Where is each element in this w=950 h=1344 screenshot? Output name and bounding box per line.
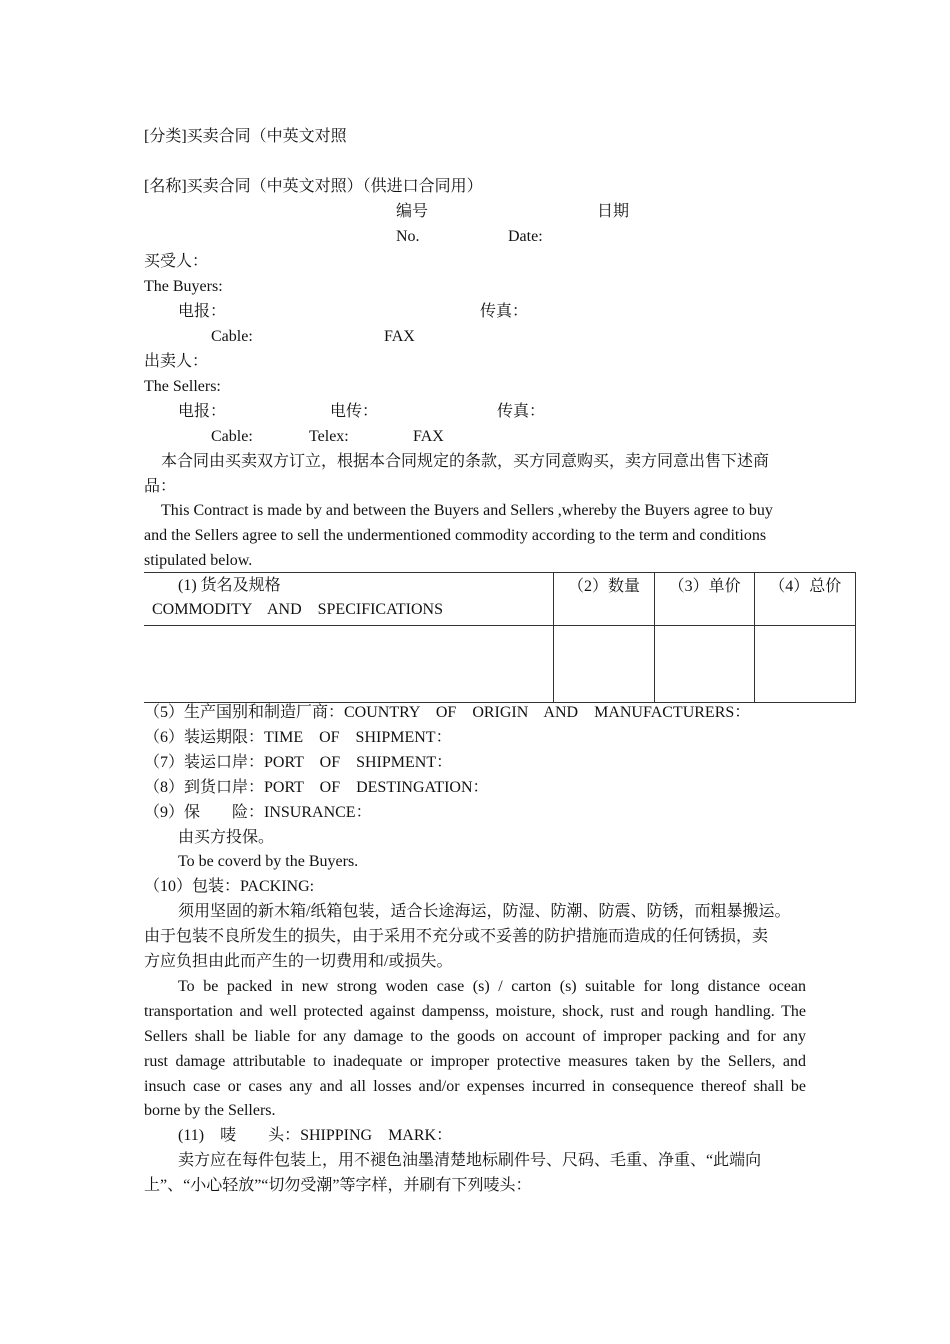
sellers-fax-cn: 传真： [497,403,546,420]
category-line: [分类]买卖合同（中英文对照 [144,128,347,145]
intro-cn-line-2: 品： [144,478,177,495]
sellers-telex-en: Telex: [309,428,349,445]
total-price-cell [755,626,856,703]
contract-name-line: [名称]买卖合同（中英文对照）（供进口合同用） [144,178,483,195]
clause-10-cn-3: 方应负担由此而产生的一切费用和/或损失。 [144,953,453,970]
sellers-cable-en: Cable: [211,428,253,445]
commodity-header-cn: (1) 货名及规格 [178,577,281,594]
buyers-cable-en: Cable: [211,328,253,345]
clause-11: (11) 唛 头：SHIPPING MARK： [178,1127,453,1144]
clause-10-en-6: borne by the Sellers. [144,1102,276,1119]
clause-10-en-2: transportation and well protected against dampenss, moisture, shock, rust and rough handling. The [144,1003,806,1020]
clause-9-cn: 由买方投保。 [178,829,275,846]
clause-10-en-3: Sellers shall be liable for any damage to the goods on account of improper packing and for any [144,1028,806,1045]
intro-cn-line-1: 本合同由买卖双方订立，根据本合同规定的条款，买方同意购买，卖方同意出售下述商 [161,453,770,470]
quantity-header: （2）数量 [568,578,641,595]
intro-en-line-2: and the Sellers agree to sell the undermentioned commodity according to the term and conditions [144,527,767,544]
buyers-fax-cn: 传真： [480,303,529,320]
number-label-cn: 编号 [396,203,429,220]
clause-11-cn-1: 卖方应在每件包装上，用不褪色油墨清楚地标刷件号、尺码、毛重、净重、“此端向 [178,1152,762,1169]
clause-6: （6）装运期限：TIME OF SHIPMENT： [144,729,452,746]
intro-en-line-1: This Contract is made by and between the Buyers and Sellers ,whereby the Buyers agree to buy [161,502,773,519]
clause-5: （5）生产国别和制造厂商：COUNTRY OF ORIGIN AND MANUFACTURERS： [144,704,751,721]
sellers-fax-en: FAX [413,428,444,445]
buyers-label-cn: 买受人： [144,253,209,270]
clause-11-cn-2: 上”、“小心轻放”“切勿受潮”等字样，并刷有下列唛头： [144,1177,532,1194]
clause-10-en-4: rust damage attributable to inadequate or improper protective measures taken by the Sellers, and [144,1053,806,1070]
quantity-cell [554,626,655,703]
table-header-row [144,573,856,626]
clause-10-en-1: To be packed in new strong woden case (s) / carton (s) suitable for long distance ocean [178,978,806,995]
commodity-cell [144,626,554,703]
table-row [144,626,856,703]
buyers-label-en: The Buyers: [144,278,223,295]
sellers-label-cn: 出卖人： [144,353,209,370]
clause-10-cn-1: 须用坚固的新木箱/纸箱包装，适合长途海运，防湿、防潮、防震、防锈，而粗暴搬运。 [178,903,791,920]
number-label-en: No. [396,228,420,245]
sellers-telex-cn: 电传： [330,403,379,420]
commodity-header-cell [144,573,554,626]
buyers-fax-en: FAX [384,328,415,345]
unit-price-cell [654,626,755,703]
clause-10-en-5: insuch case or cases any and all losses and/or expenses incurred in consequence thereof shall be [144,1078,806,1095]
unit-price-header: （3）单价 [668,578,741,595]
clause-9-en: To be coverd by the Buyers. [178,853,359,870]
total-price-header: （4）总价 [769,578,842,595]
goods-table [144,572,856,703]
clause-10: （10）包装：PACKING: [144,878,315,895]
clause-10-cn-2: 由于包装不良所发生的损失，由于采用不充分或不妥善的防护措施而造成的任何锈损，卖 [144,928,769,945]
buyers-cable-cn: 电报： [178,303,227,320]
clause-8: （8）到货口岸：PORT OF DESTINGATION： [144,779,489,796]
sellers-label-en: The Sellers: [144,378,221,395]
sellers-cable-cn: 电报： [178,403,227,420]
date-label-en: Date: [508,228,543,245]
date-label-cn: 日期 [597,203,630,220]
intro-en-line-3: stipulated below. [144,552,253,569]
unit-price-header-cell [654,573,755,626]
commodity-header-en: COMMODITY AND SPECIFICATIONS [152,601,443,618]
total-price-header-cell [755,573,856,626]
clause-7: （7）装运口岸：PORT OF SHIPMENT： [144,754,453,771]
quantity-header-cell [554,573,655,626]
clause-9: （9）保 险：INSURANCE： [144,804,372,821]
